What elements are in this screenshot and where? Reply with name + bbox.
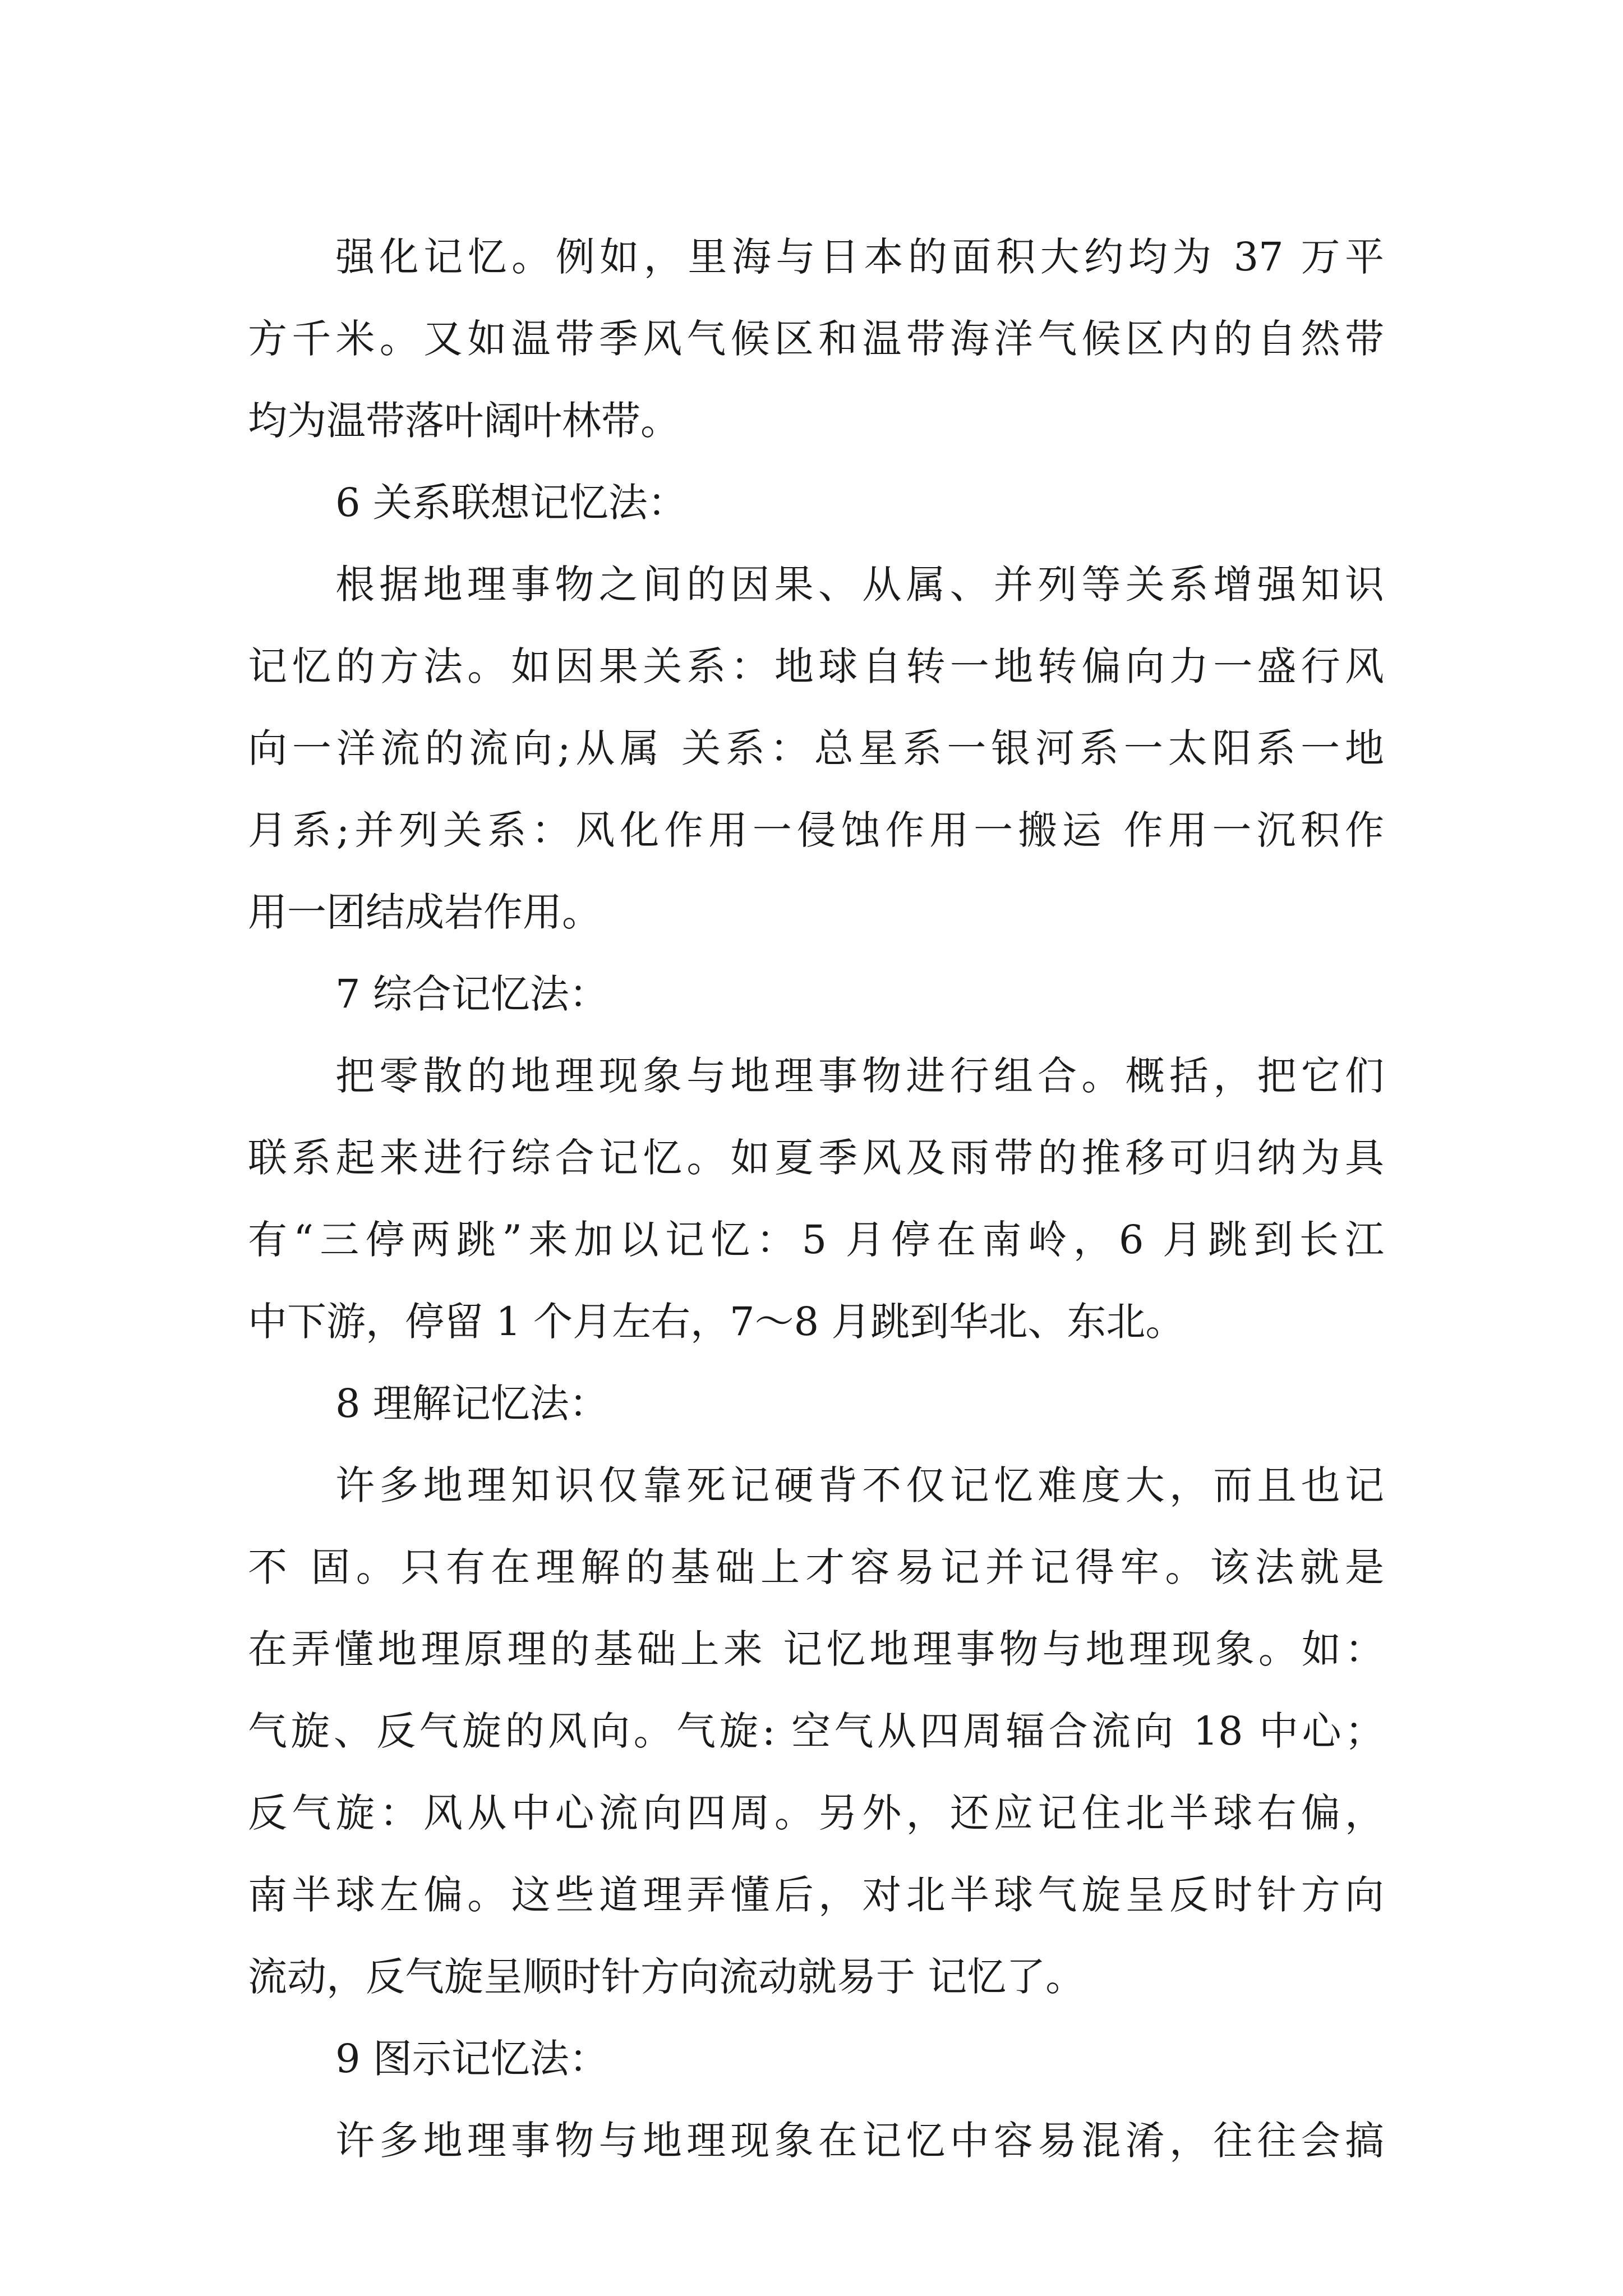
text-line: 8 理解记忆法： (335, 1381, 608, 1427)
text-line: 9 图示记忆法： (335, 2036, 608, 2082)
text-line: 有“三停两跳”来加以记忆：5 月停在南岭，6 月跳到长江 (248, 1217, 1384, 1263)
text-line: 气旋、反气旋的风向。气旋: 空气从四周辐合流向 18 中心； (248, 1708, 1384, 1754)
text-line: 均为温带落叶阔叶林带。 (248, 398, 680, 444)
text-line: 南半球左偏。这些道理弄懂后，对北半球气旋呈反时针方向 (248, 1872, 1384, 1918)
text-line: 月系;并列关系：风化作用一侵蚀作用一搬运 作用一沉积作 (248, 807, 1384, 853)
text-line: 根据地理事物之间的因果、从属、并列等关系增强知识 (335, 562, 1384, 608)
text-line: 6 关系联想记忆法： (335, 480, 687, 526)
text-line: 向一洋流的流向;从属 关系：总星系一银河系一太阳系一地 (248, 725, 1384, 771)
text-line: 7 综合记忆法： (335, 971, 608, 1017)
text-line: 许多地理事物与地理现象在记忆中容易混淆，往往会搞 (335, 2118, 1384, 2164)
text-line: 中下游，停留 1 个月左右，7～8 月跳到华北、东北。 (248, 1299, 1185, 1345)
text-line: 把零散的地理现象与地理事物进行组合。概括，把它们 (335, 1053, 1384, 1099)
text-line: 强化记忆。例如，里海与日本的面积大约均为 37 万平 (335, 234, 1384, 280)
text-line: 联系起来进行综合记忆。如夏季风及雨带的推移可归纳为具 (248, 1135, 1384, 1181)
text-line: 反气旋：风从中心流向四周。另外，还应记住北半球右偏， (248, 1790, 1384, 1836)
text-line: 用一团结成岩作用。 (248, 889, 601, 935)
document-body (248, 216, 1384, 2182)
text-line: 许多地理知识仅靠死记硬背不仅记忆难度大，而且也记 (335, 1462, 1384, 1508)
text-line: 流动，反气旋呈顺时针方向流动就易于 记忆了。 (248, 1954, 1085, 2000)
text-line: 方千米。又如温带季风气候区和温带海洋气候区内的自然带 (248, 316, 1384, 362)
text-line: 不 固。只有在理解的基础上才容易记并记得牢。该法就是 (248, 1544, 1384, 1590)
text-line: 在弄懂地理原理的基础上来 记忆地理事物与地理现象。如： (248, 1626, 1384, 1672)
text-line: 记忆的方法。如因果关系：地球自转一地转偏向力一盛行风 (248, 643, 1384, 689)
